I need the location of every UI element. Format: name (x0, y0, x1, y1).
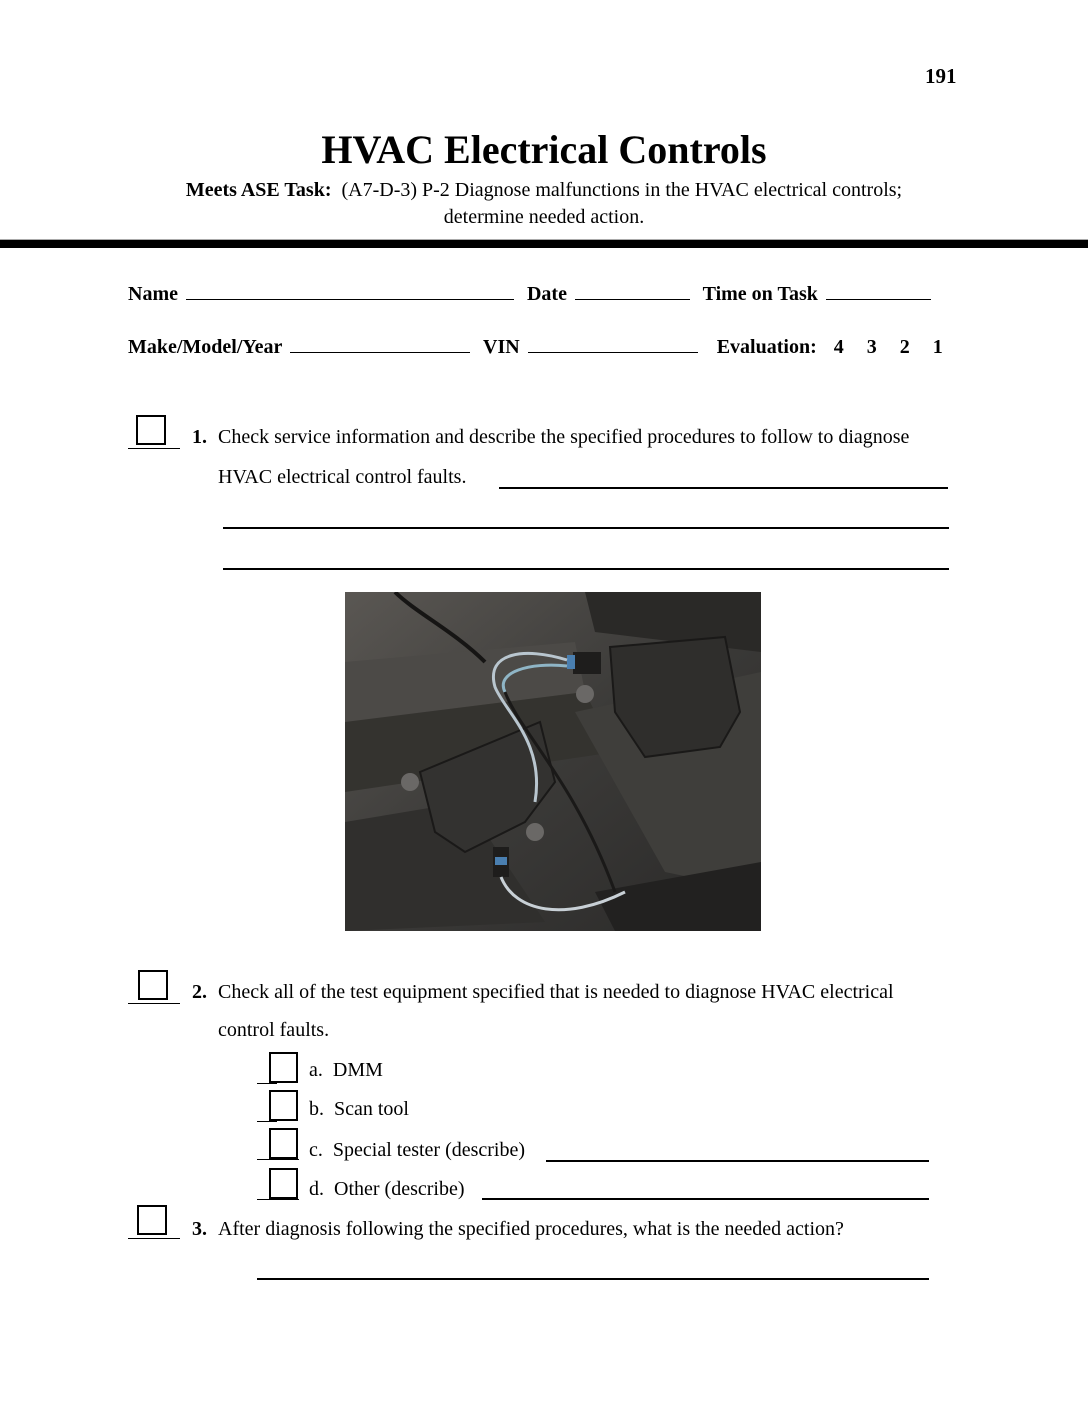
option-b-checkbox[interactable] (269, 1090, 298, 1121)
question-2-text-line2: control faults. (218, 1019, 330, 1041)
option-c-label: c. Special tester (describe) (309, 1139, 526, 1161)
option-b-checkbox-area (257, 1090, 299, 1122)
ase-task-description (0, 177, 1088, 231)
question-3-answer-line[interactable] (257, 1278, 929, 1280)
ase-task-text: (A7-D-3) P-2 Diagnose malfunctions in the HVAC electrical controls; (341, 179, 903, 201)
option-a-checkbox[interactable] (269, 1052, 298, 1083)
option-c-checkbox-area (257, 1128, 299, 1160)
hvac-actuator-photo (345, 592, 761, 931)
question-2-checkbox[interactable] (138, 970, 168, 1000)
date-field[interactable] (575, 281, 690, 300)
option-a-checkbox-area (257, 1052, 299, 1084)
option-d-describe-line[interactable] (482, 1198, 929, 1200)
time-on-task-field[interactable] (826, 281, 931, 300)
question-1-checkbox[interactable] (136, 415, 166, 445)
question-1-number: 1. (192, 426, 207, 448)
question-3-text: After diagnosis following the specified procedures, what is the needed action? (218, 1218, 844, 1240)
make-model-year-field[interactable] (290, 334, 470, 353)
option-d-checkbox-area (257, 1168, 299, 1200)
question-2-number: 2. (192, 981, 207, 1003)
header-divider (0, 239, 1088, 248)
question-3-number: 3. (192, 1218, 207, 1240)
question-3-checkbox-area (128, 1205, 180, 1239)
date-label: Date (526, 283, 567, 305)
checkbox-underline (128, 1003, 180, 1005)
question-1-answer-line-3[interactable] (223, 568, 949, 570)
header-row-2 (128, 334, 943, 359)
option-a-label: a. DMM (309, 1059, 383, 1081)
option-c-checkbox[interactable] (269, 1128, 298, 1159)
evaluation-option-1[interactable]: 1 (932, 336, 943, 358)
ase-task-text-line2: determine needed action. (443, 206, 645, 228)
option-d-checkbox[interactable] (269, 1168, 298, 1199)
time-on-task-label: Time on Task (702, 283, 818, 305)
page-title: HVAC Electrical Controls (321, 127, 767, 172)
vin-label: VIN (483, 336, 520, 358)
option-b-label: b. Scan tool (309, 1098, 409, 1120)
vin-field[interactable] (528, 334, 698, 353)
option-d-label: d. Other (describe) (309, 1178, 465, 1200)
name-label: Name (128, 283, 178, 305)
question-2-text: Check all of the test equipment specified that is needed to diagnose HVAC electrical (218, 981, 894, 1003)
question-1-checkbox-area (128, 415, 180, 449)
ase-task-label: Meets ASE Task: (185, 179, 332, 201)
checkbox-underline (128, 448, 180, 450)
evaluation-option-2[interactable]: 2 (899, 336, 910, 358)
question-2-checkbox-area (128, 970, 180, 1004)
evaluation-option-4[interactable]: 4 (833, 336, 844, 358)
photo-illustration (345, 592, 761, 931)
name-field[interactable] (186, 281, 514, 300)
header-row-1 (128, 281, 939, 306)
question-1-text: Check service information and describe the specified procedures to follow to diagnose (218, 426, 910, 448)
checkbox-underline (128, 1238, 180, 1240)
question-1-answer-line-2[interactable] (223, 527, 949, 529)
make-model-year-label: Make/Model/Year (128, 336, 283, 358)
question-3-checkbox[interactable] (137, 1205, 167, 1235)
question-1-answer-line-1[interactable] (499, 487, 948, 489)
evaluation-label: Evaluation: (716, 336, 817, 358)
page-number: 191 (925, 64, 957, 88)
evaluation-option-3[interactable]: 3 (866, 336, 877, 358)
question-1-text-line2: HVAC electrical control faults. (218, 466, 467, 488)
option-c-describe-line[interactable] (546, 1160, 929, 1162)
